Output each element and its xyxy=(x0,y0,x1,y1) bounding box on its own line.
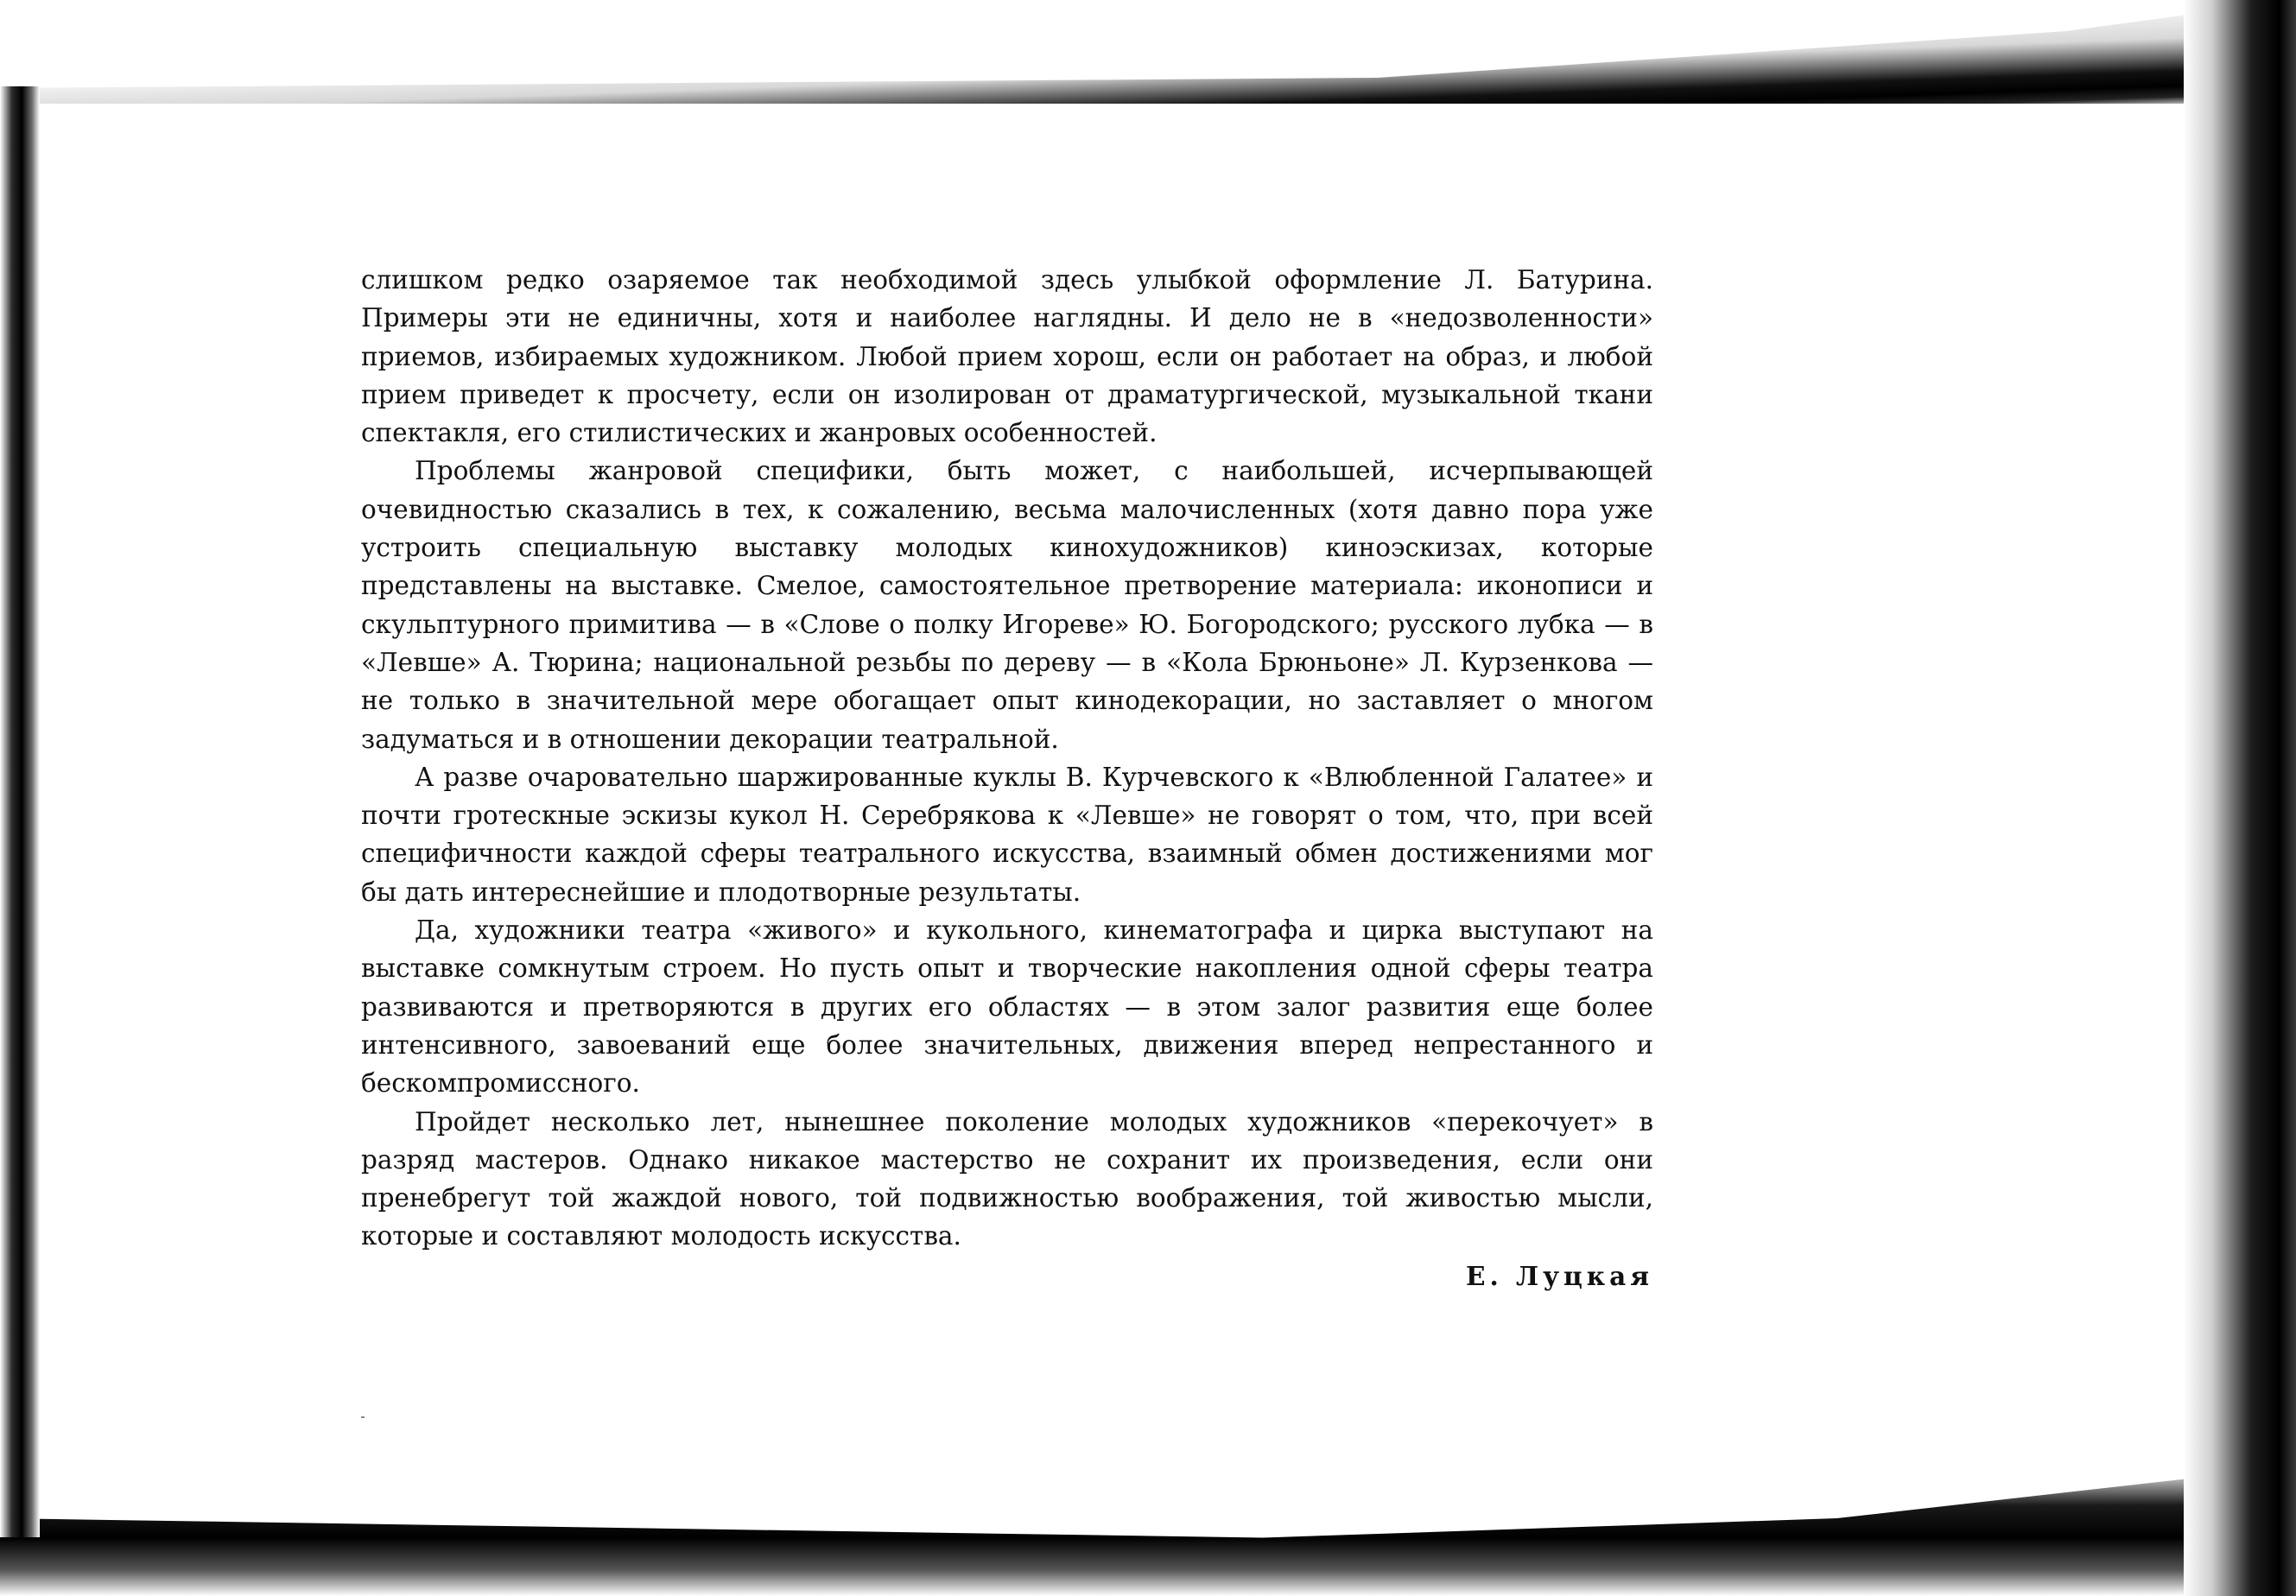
scan-border-top xyxy=(0,0,2296,104)
paragraph-1: слишком редко озаряемое так необходимой здесь улыбкой оформление Л. Батурина. Примеры эти не единичны, хотя и наиболее наглядны. И дело не в «недозволенности» приемов, избираемых художником. Любой прием хорош, если он работает на образ, и любой прием приведет к просчету, если он изолирован от драматургической, музыкальной ткани спектакля, его стилистических и жанровых особенностей. xyxy=(361,265,1653,448)
author-signature: Е. Луцкая xyxy=(1465,1260,1653,1291)
paragraph-3: А разве очаровательно шаржированные куклы В. Курчевского к «Влюбленной Галатее» и почти гротескные эскизы кукол Н. Серебрякова к «Левше» не говорят о том, что, при всей специфичности каждой сферы театрального искусства, взаимный обмен достижениями мог бы дать интереснейшие и плодотворные результаты. xyxy=(361,762,1653,907)
scan-border-right xyxy=(2184,0,2296,1596)
scan-border-left xyxy=(0,86,40,1537)
paragraph-5: Пройдет несколько лет, нынешнее поколение молодых художников «перекочует» в разряд мастеров. Однако никакое мастерство не сохранит их произведения, если они пренебрегут той жаждой нового, той подвижностью воображения, той живостью мысли, которые и составляют молодость искусства. xyxy=(361,1106,1653,1251)
paragraph-4: Да, художники театра «живого» и кукольного, кинематографа и цирка выступают на выставке сомкнутым строем. Но пусть опыт и творческие накопления одной сферы театра развиваются и претворяются в других его областях — в этом залог развития еще более интенсивного, завоеваний еще более значительных, движения вперед непрестанного и бескомпромиссного. xyxy=(361,915,1653,1099)
paragraph-2: Проблемы жанровой специфики, быть может, с наибольшей, исчерпывающей очевидностью сказались в тех, к сожалению, весьма малочисленных (хотя давно пора уже устроить специальную выставку молодых кинохудожников) киноэскизах, которые представлены на выставке. Смелое, самостоятельное претворение материала: иконописи и скульптурного примитива — в «Слове о полку Игореве» Ю. Богородского; русского лубка — в «Левше» А. Тюрина; национальной резьбы по дереву — в «Кола Брюньоне» Л. Курзенкова — не только в значительной мере обогащает опыт кинодекорации, но заставляет о многом задуматься и в отношении декорации театральной. xyxy=(361,456,1653,754)
scan-speck xyxy=(361,1416,365,1418)
article-text xyxy=(361,261,1653,1295)
scan-border-bottom xyxy=(0,1466,2296,1596)
